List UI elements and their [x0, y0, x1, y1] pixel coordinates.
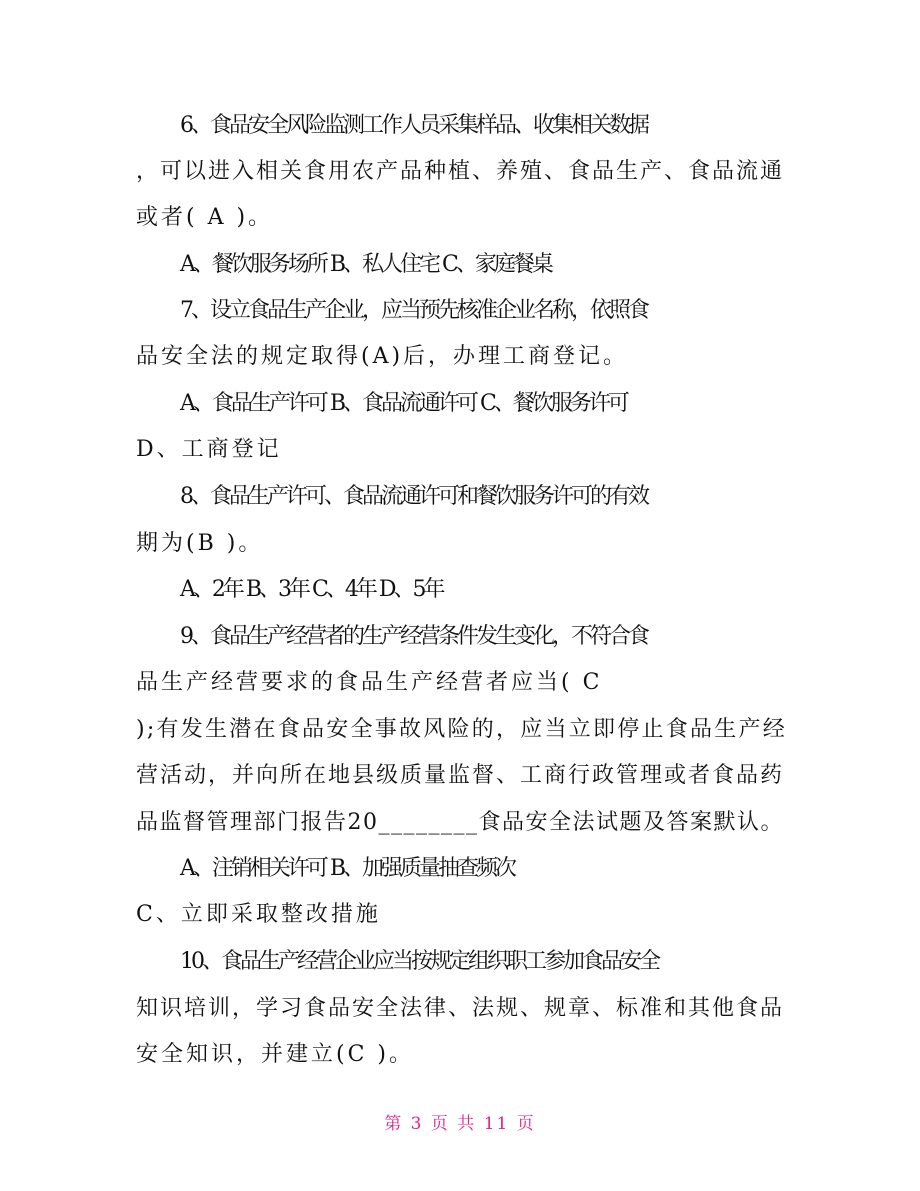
q8-options: A、2年 B、3年 C、4年 D、5年 — [180, 577, 443, 602]
q7-options-2: D、工商登记 — [136, 437, 282, 462]
q6-line-1: 6、食品安全风险监测工作人员采集样品、收集相关数据 — [180, 113, 647, 138]
q6-options: A、餐饮服务场所 B、私人住宅 C、家庭餐桌 — [180, 252, 551, 277]
q9-options-2: C、立即采取整改措施 — [136, 902, 381, 927]
q7-options-1: A、食品生产许可 B、食品流通许可 C、餐饮服务许可 — [180, 391, 627, 416]
q9-line-5: 品监督管理部门报告20________食品安全法试题及答案默认。 — [136, 810, 784, 835]
page-footer: 第 3 页 共 11 页 — [384, 1114, 536, 1134]
q8-line-1: 8、食品生产许可、食品流通许可和餐饮服务许可的有效 — [180, 484, 647, 509]
q6-line-3: 或者( A )。 — [136, 205, 274, 230]
q9-line-1: 9、食品生产经营者的生产经营条件发生变化，不符合食 — [180, 624, 647, 649]
q9-line-2: 品生产经营要求的食品生产经营者应当( C — [136, 670, 603, 695]
q7-line-1: 7、设立食品生产企业，应当预先核准企业名称，依照食 — [180, 298, 647, 323]
q8-line-2: 期为(B )。 — [136, 531, 264, 556]
q10-line-1: 10、食品生产经营企业应当按规定组织职工参加食品安全 — [180, 949, 658, 974]
q7-line-2: 品安全法的规定取得(A)后，办理工商登记。 — [136, 344, 629, 369]
q9-line-4: 营活动，并向所在地县级质量监督、工商行政管理或者食品药 — [136, 763, 785, 788]
q6-line-2: ，可以进入相关食用农产品种植、养殖、食品生产、食品流通 — [136, 159, 785, 184]
q10-line-3: 安全知识，并建立(C )。 — [136, 1042, 414, 1067]
q9-line-3: );有发生潜在食品安全事故风险的，应当立即停止食品生产经 — [136, 717, 787, 742]
q9-options-1: A、注销相关许可 B、加强质量抽查频次 — [180, 856, 515, 881]
q10-line-2: 知识培训，学习食品安全法律、法规、规章、标准和其他食品 — [136, 996, 785, 1021]
